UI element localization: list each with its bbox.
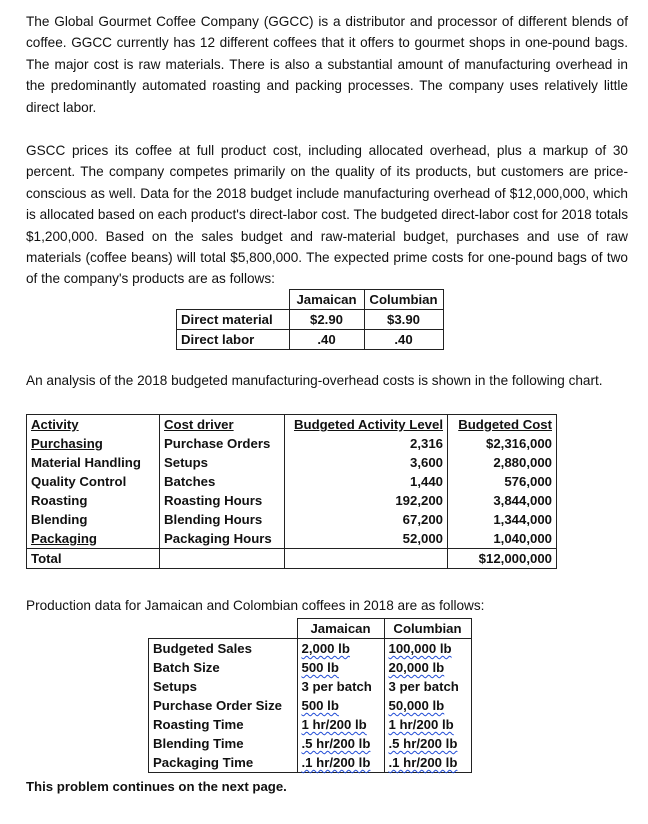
- row-label: Budgeted Sales: [149, 639, 298, 659]
- column-header: Cost driver: [160, 415, 285, 435]
- footer-note: This problem continues on the next page.: [26, 779, 287, 794]
- activity-cell: Roasting: [27, 491, 160, 510]
- table-row: [177, 310, 444, 330]
- intro-paragraph-1: The Global Gourmet Coffee Company (GGCC) is a distributor and processor of different blends of coffee. GGCC currently has 12 different coffees that it offers to gourmet shops in one-pound bags. The major cost is raw materials. There is also a substantial amount of manufacturing overhead in the predominantly automated roasting and packing processes. The company uses relatively little direct labor.: [26, 14, 628, 115]
- table-row: [27, 453, 557, 472]
- table-row: [27, 510, 557, 529]
- row-label: Packaging Time: [149, 753, 298, 773]
- activity-cell: Packaging: [27, 529, 160, 549]
- row-label: Batch Size: [149, 658, 298, 677]
- intro-paragraph-2: GSCC prices its coffee at full product cost, including allocated overhead, plus a markup of 30 percent. The company competes primarily on the quality of its products, but customers are price-conscious as well. Data for the 2018 budget include manufacturing overhead of $12,000,000, which is allocated based on each product's direct-labor cost. The budgeted direct-labor cost for 2018 totals $1,200,000. Based on the sales budget and raw-material budget, purchases and use of raw materials (coffee beans) will total $5,800,000. The expected prime costs for one-pound bags of two of the company's products are as follows:: [26, 143, 628, 287]
- prime-cost-table: [176, 289, 444, 350]
- total-cost: $12,000,000: [448, 549, 557, 569]
- activity-cell: Material Handling: [27, 453, 160, 472]
- production-table: [148, 618, 472, 773]
- table-header-row: [149, 619, 472, 639]
- table-row: [149, 753, 472, 773]
- table-cell: 500 lb: [301, 698, 339, 713]
- table-cell: .40: [289, 330, 364, 350]
- table-row: [177, 330, 444, 350]
- driver-cell: Setups: [160, 453, 285, 472]
- activity-cell: Quality Control: [27, 472, 160, 491]
- overhead-intro: An analysis of the 2018 budgeted manufacturing-overhead costs is shown in the following chart.: [26, 373, 603, 388]
- activity-cell: Purchasing: [27, 434, 160, 453]
- column-header: Jamaican: [289, 290, 364, 310]
- table-cell: 20,000 lb: [388, 660, 445, 675]
- column-header: Budgeted Cost: [458, 417, 552, 432]
- row-label: Direct labor: [177, 330, 290, 350]
- column-header: Activity: [27, 415, 160, 435]
- table-header-row: [177, 290, 444, 310]
- table-cell: .5 hr/200 lb: [388, 736, 458, 751]
- cost-cell: 3,844,000: [493, 493, 552, 508]
- driver-cell: Blending Hours: [160, 510, 285, 529]
- table-row: [149, 677, 472, 696]
- cost-cell: 1,344,000: [493, 512, 552, 527]
- table-row: [149, 658, 472, 677]
- cost-cell: 576,000: [504, 474, 552, 489]
- table-cell: 3 per batch: [384, 677, 471, 696]
- table-row: [27, 472, 557, 491]
- driver-cell: Roasting Hours: [160, 491, 285, 510]
- table-header-row: [27, 415, 557, 435]
- column-header: Jamaican: [297, 619, 384, 639]
- cost-cell: 1,040,000: [493, 531, 552, 546]
- column-header: Budgeted Activity Level: [285, 415, 448, 435]
- table-row: [27, 434, 557, 453]
- total-label: Total: [27, 549, 160, 569]
- table-row: [27, 491, 557, 510]
- table-cell: .5 hr/200 lb: [301, 736, 371, 751]
- level-cell: 192,200: [285, 491, 448, 510]
- table-row: [27, 529, 557, 549]
- table-cell: 1 hr/200 lb: [388, 717, 454, 732]
- row-label: Blending Time: [149, 734, 298, 753]
- column-header: Columbian: [384, 619, 471, 639]
- table-cell: 3 per batch: [297, 677, 384, 696]
- cost-cell: $2,316,000: [485, 436, 552, 451]
- row-label: Roasting Time: [149, 715, 298, 734]
- row-label: Setups: [149, 677, 298, 696]
- level-cell: 52,000: [285, 529, 448, 549]
- table-cell: 50,000 lb: [388, 698, 445, 713]
- production-intro: Production data for Jamaican and Colombian coffees in 2018 are as follows:: [26, 598, 485, 613]
- cost-cell: 2,880,000: [493, 455, 552, 470]
- level-cell: 1,440: [285, 472, 448, 491]
- table-cell: 100,000 lb: [388, 641, 452, 656]
- table-row: [149, 696, 472, 715]
- table-cell: $3.90: [364, 310, 443, 330]
- row-label: Purchase Order Size: [149, 696, 298, 715]
- table-row: [149, 639, 472, 659]
- activity-cell: Blending: [27, 510, 160, 529]
- table-cell: .40: [364, 330, 443, 350]
- column-header: Columbian: [364, 290, 443, 310]
- table-cell: .1 hr/200 lb: [301, 755, 371, 770]
- table-cell: 500 lb: [301, 660, 339, 675]
- level-cell: 2,316: [285, 434, 448, 453]
- level-cell: 67,200: [285, 510, 448, 529]
- table-cell: 2,000 lb: [301, 641, 350, 656]
- level-cell: 3,600: [285, 453, 448, 472]
- row-label: Direct material: [177, 310, 290, 330]
- total-row: [27, 549, 557, 569]
- table-cell: .1 hr/200 lb: [388, 755, 458, 770]
- overhead-table: [26, 414, 557, 569]
- driver-cell: Purchase Orders: [160, 434, 285, 453]
- table-cell: 1 hr/200 lb: [301, 717, 367, 732]
- table-row: [149, 715, 472, 734]
- table-row: [149, 734, 472, 753]
- driver-cell: Packaging Hours: [160, 529, 285, 549]
- table-cell: $2.90: [289, 310, 364, 330]
- driver-cell: Batches: [160, 472, 285, 491]
